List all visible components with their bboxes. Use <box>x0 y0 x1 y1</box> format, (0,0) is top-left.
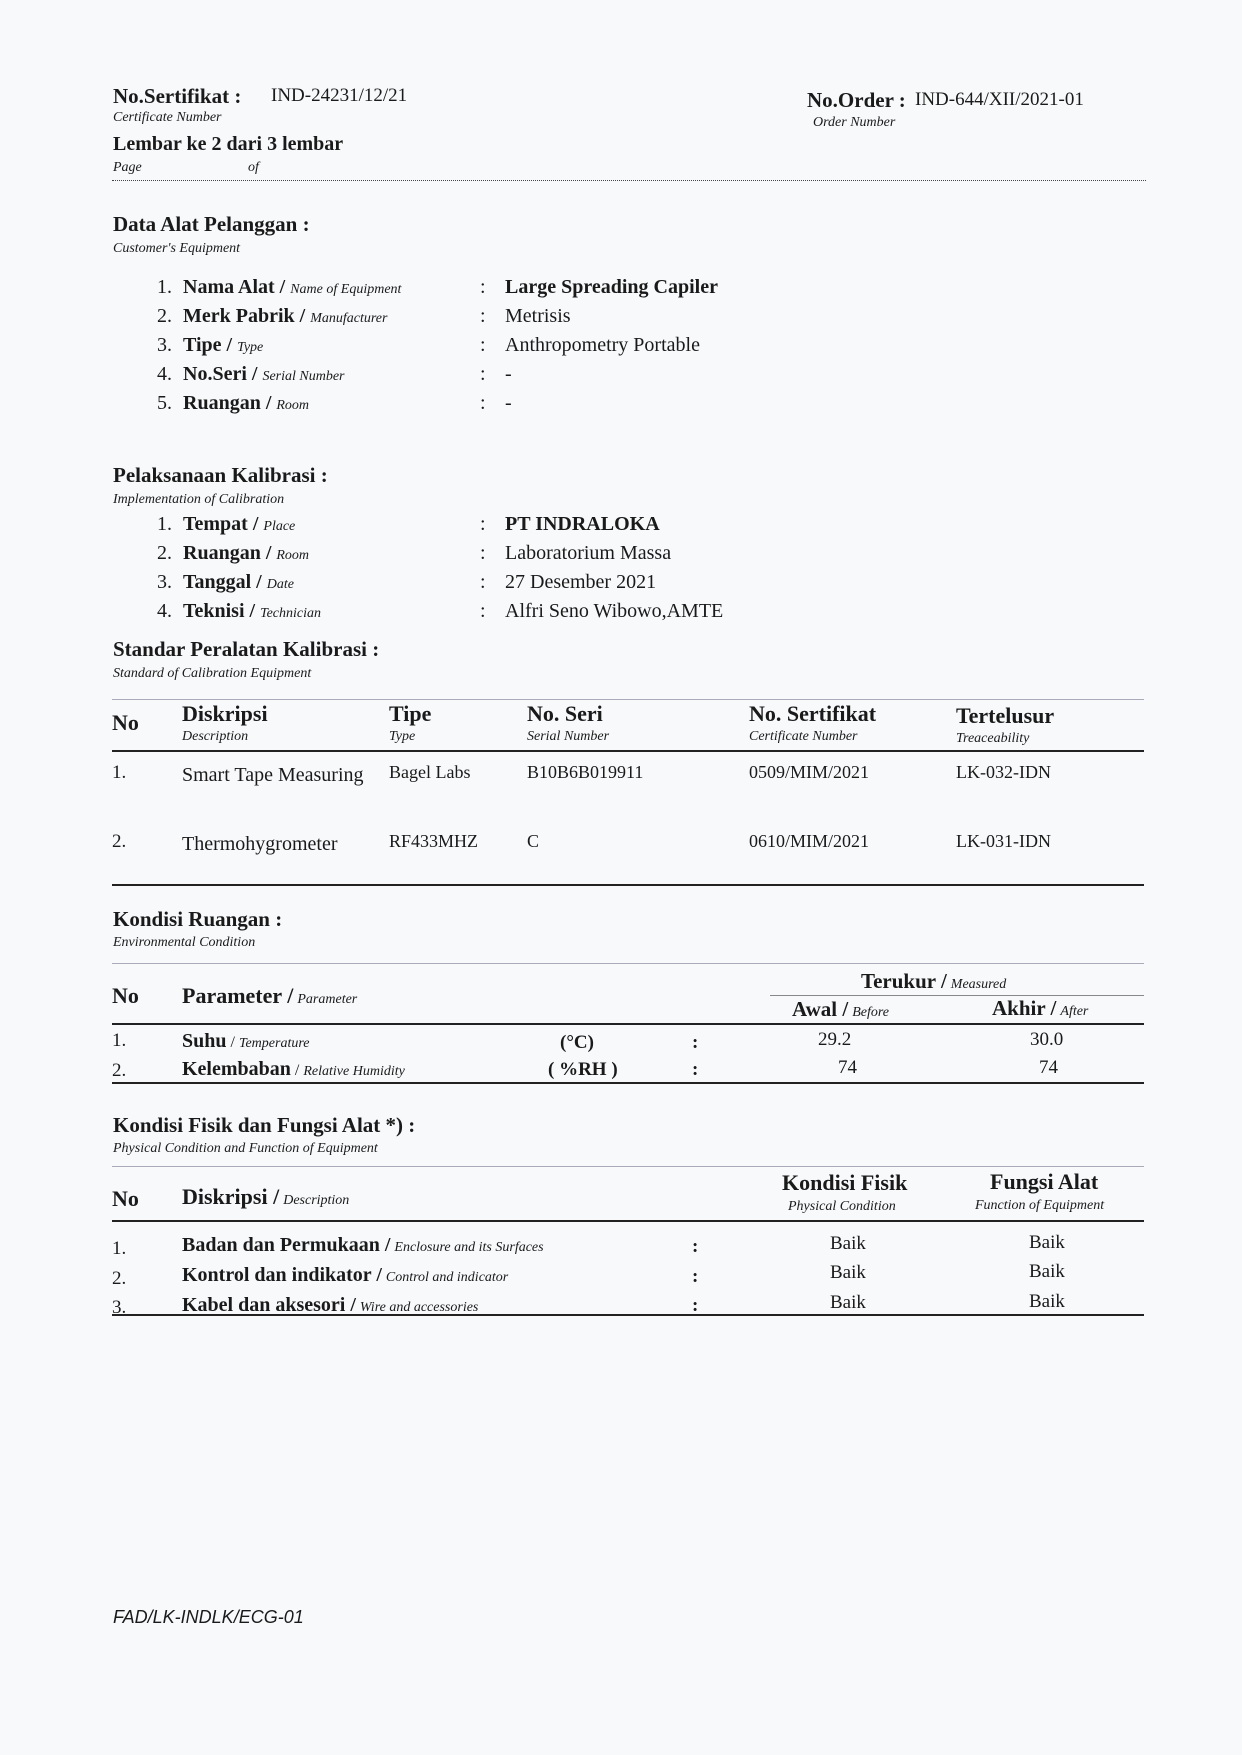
row-label: No.Seri / Serial Number <box>183 363 345 385</box>
room-value: - <box>505 392 512 414</box>
cell-function: Baik <box>1029 1291 1065 1312</box>
implementation-title: Pelaksanaan Kalibrasi : <box>113 463 328 487</box>
row-num: 1. <box>157 276 172 298</box>
cell-description: Smart Tape Measuring <box>182 764 364 786</box>
row-colon: : <box>480 334 486 356</box>
row-num: 2. <box>157 305 172 327</box>
phys-col-condition-sub: Physical Condition <box>788 1199 896 1214</box>
row-num: 4. <box>157 363 172 385</box>
row-colon: : <box>480 513 486 535</box>
order-number: IND-644/XII/2021-01 <box>915 89 1084 110</box>
phys-col-condition: Kondisi Fisik <box>782 1170 908 1195</box>
col-description: Diskripsi <box>182 701 268 726</box>
cell-colon: : <box>692 1236 699 1257</box>
row-colon: : <box>480 542 486 564</box>
equipment-title: Data Alat Pelanggan : <box>113 212 310 236</box>
col-certificate-sub: Certificate Number <box>749 729 858 744</box>
environment-header-rule <box>112 1023 1144 1025</box>
order-sub: Order Number <box>813 115 896 130</box>
phys-col-description: Diskripsi / Description <box>182 1184 350 1209</box>
cert-label: No.Sertifikat : <box>113 84 242 108</box>
standards-title: Standar Peralatan Kalibrasi : <box>113 637 380 661</box>
row-label: Tipe / Type <box>183 334 264 356</box>
equipment-name-value: Large Spreading Capiler <box>505 276 718 298</box>
cell-no: 1. <box>112 1238 127 1259</box>
phys-col-function-sub: Function of Equipment <box>975 1198 1105 1213</box>
row-num: 5. <box>157 392 172 414</box>
cell-unit: (°C) <box>560 1032 594 1053</box>
cell-serial: B10B6B019911 <box>527 762 644 782</box>
cell-no: 1. <box>112 1030 127 1051</box>
phys-col-function: Fungsi Alat <box>990 1169 1099 1194</box>
row-colon: : <box>480 392 486 414</box>
cell-description: Kabel dan aksesori / Wire and accessories <box>182 1294 479 1316</box>
cell-no: 2. <box>112 1060 127 1081</box>
cell-no: 2. <box>112 831 127 852</box>
row-num: 3. <box>157 334 172 356</box>
cell-no: 1. <box>112 762 127 783</box>
row-colon: : <box>480 571 486 593</box>
cell-type: Bagel Labs <box>389 762 471 782</box>
row-colon: : <box>480 600 486 622</box>
row-label: Ruangan / Room <box>183 392 310 414</box>
order-label: No.Order : <box>807 88 906 112</box>
standards-bottom-rule <box>112 884 1144 886</box>
technician-value: Alfri Seno Wibowo,AMTE <box>505 600 724 622</box>
env-col-measured: Terukur / Measured <box>861 969 1007 993</box>
cell-unit: ( %RH ) <box>548 1059 618 1080</box>
row-num: 3. <box>157 571 172 593</box>
row-colon: : <box>480 305 486 327</box>
physical-top-rule <box>112 1166 1144 1167</box>
col-certificate: No. Sertifikat <box>749 701 877 726</box>
env-col-after: Akhir / After <box>992 996 1089 1020</box>
row-label: Teknisi / Technician <box>183 600 322 622</box>
row-label: Merk Pabrik / Manufacturer <box>183 305 388 327</box>
date-value: 27 Desember 2021 <box>505 571 657 593</box>
cell-no: 2. <box>112 1268 127 1289</box>
implementation-subtitle: Implementation of Calibration <box>113 492 285 507</box>
col-description-sub: Description <box>182 729 249 744</box>
environment-bottom-rule <box>112 1082 1144 1084</box>
cell-physical: Baik <box>830 1262 866 1283</box>
cell-function: Baik <box>1029 1232 1065 1253</box>
col-no: No <box>112 710 139 735</box>
cell-type: RF433MHZ <box>389 831 479 851</box>
cell-before: 74 <box>838 1057 857 1078</box>
cell-parameter: Suhu / Temperature <box>182 1030 310 1052</box>
env-col-no: No <box>112 983 139 1008</box>
cell-colon: : <box>692 1266 699 1287</box>
cell-function: Baik <box>1029 1261 1065 1282</box>
physical-bottom-rule <box>112 1314 1144 1316</box>
cell-before: 29.2 <box>818 1029 852 1050</box>
cell-traceability: LK-032-IDN <box>956 762 1051 782</box>
cert-number: IND-24231/12/21 <box>271 85 408 106</box>
cell-certificate: 0509/MIM/2021 <box>749 762 870 782</box>
physical-header-rule <box>112 1220 1144 1222</box>
place-value: PT INDRALOKA <box>505 513 660 535</box>
cell-description: Kontrol dan indikator / Control and indicator <box>182 1264 509 1286</box>
cell-colon: : <box>692 1032 699 1053</box>
row-num: 2. <box>157 542 172 564</box>
env-col-parameter: Parameter / Parameter <box>182 983 358 1008</box>
cell-colon: : <box>692 1295 699 1316</box>
cell-description: Thermohygrometer <box>182 833 338 855</box>
col-type-sub: Type <box>389 729 416 744</box>
phys-col-no: No <box>112 1186 139 1211</box>
cell-traceability: LK-031-IDN <box>956 831 1051 851</box>
type-value: Anthropometry Portable <box>505 334 700 356</box>
row-label: Ruangan / Room <box>183 542 310 564</box>
physical-subtitle: Physical Condition and Function of Equipment <box>113 1141 378 1156</box>
environment-title: Kondisi Ruangan : <box>113 907 283 931</box>
col-serial: No. Seri <box>527 701 603 726</box>
header-divider <box>112 180 1146 181</box>
cert-sub: Certificate Number <box>113 110 222 125</box>
cell-certificate: 0610/MIM/2021 <box>749 831 870 851</box>
cell-physical: Baik <box>830 1233 866 1254</box>
row-colon: : <box>480 363 486 385</box>
row-label: Tempat / Place <box>183 513 296 535</box>
cell-serial: C <box>527 831 540 851</box>
room-value: Laboratorium Massa <box>505 542 672 564</box>
page-sub: Page <box>113 160 142 175</box>
standards-subtitle: Standard of Calibration Equipment <box>113 666 312 681</box>
env-col-before: Awal / Before <box>792 997 890 1021</box>
cell-physical: Baik <box>830 1292 866 1313</box>
page-sub-of: of <box>248 160 259 175</box>
cell-after: 74 <box>1039 1057 1058 1078</box>
col-traceability-sub: Treaceability <box>956 731 1030 746</box>
row-colon: : <box>480 276 486 298</box>
row-label: Nama Alat / Name of Equipment <box>183 276 402 298</box>
row-label: Tanggal / Date <box>183 571 294 593</box>
standards-top-rule <box>112 699 1144 700</box>
environment-top-rule <box>112 963 1144 964</box>
environment-subtitle: Environmental Condition <box>113 935 256 950</box>
equipment-subtitle: Customer's Equipment <box>113 241 241 256</box>
cell-parameter: Kelembaban / Relative Humidity <box>182 1058 405 1080</box>
form-code: FAD/LK-INDLK/ECG-01 <box>113 1607 304 1627</box>
cell-no: 3. <box>112 1297 127 1318</box>
row-num: 4. <box>157 600 172 622</box>
row-num: 1. <box>157 513 172 535</box>
col-traceability: Tertelusur <box>956 703 1055 728</box>
page-indicator: Lembar ke 2 dari 3 lembar <box>113 133 344 155</box>
col-type: Tipe <box>389 701 432 726</box>
cell-description: Badan dan Permukaan / Enclosure and its Surfaces <box>182 1234 544 1256</box>
col-serial-sub: Serial Number <box>527 729 610 744</box>
cell-after: 30.0 <box>1030 1029 1064 1050</box>
standards-header-rule <box>112 750 1144 752</box>
serial-value: - <box>505 363 512 385</box>
cell-colon: : <box>692 1059 699 1080</box>
manufacturer-value: Metrisis <box>505 305 571 327</box>
physical-title: Kondisi Fisik dan Fungsi Alat *) : <box>113 1113 416 1137</box>
